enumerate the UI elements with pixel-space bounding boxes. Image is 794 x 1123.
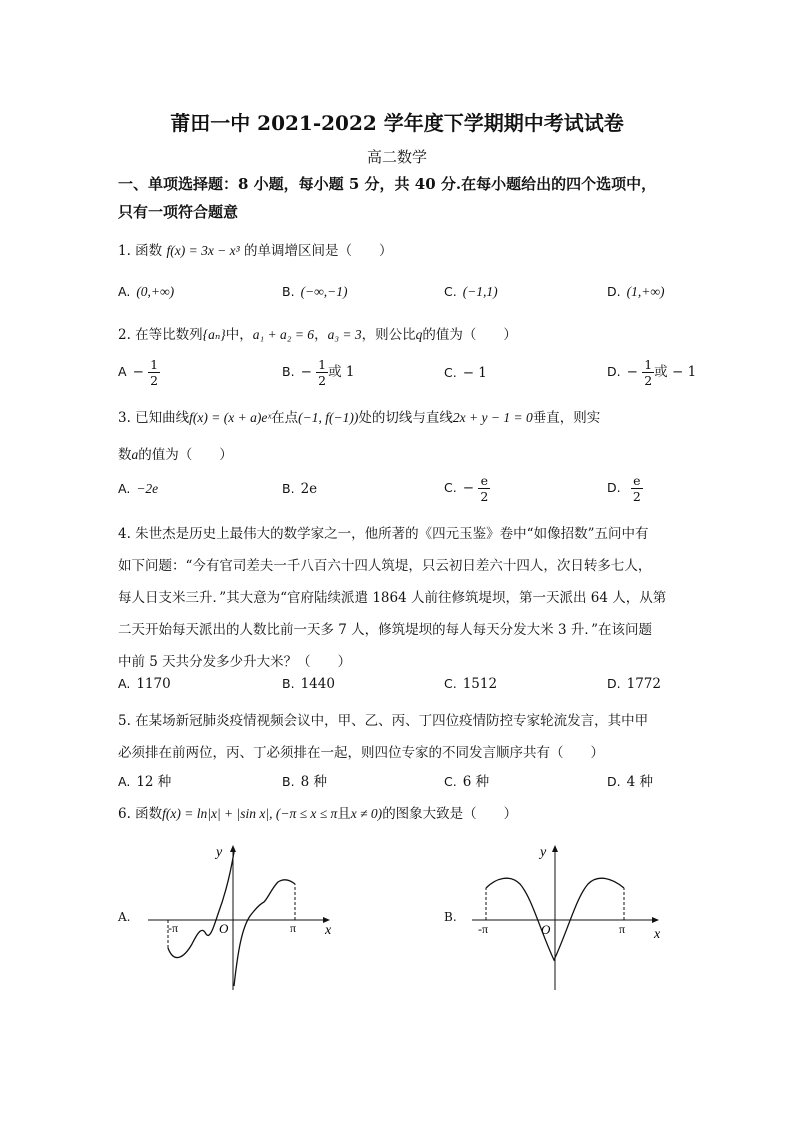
- q4-option-a[interactable]: A. 1170: [118, 676, 171, 692]
- graph-b-y-label: y: [540, 845, 547, 860]
- q6-graph-a[interactable]: [138, 840, 338, 995]
- section-heading: [118, 170, 678, 226]
- q1-pre: 1. 函数: [118, 243, 163, 259]
- page-subtitle: 高二数学: [366, 148, 427, 166]
- q2-b-fraction: $\frac{1}{2}$: [318, 357, 327, 388]
- graph-b-neg-pi: -π: [478, 922, 489, 936]
- q2-option-d[interactable]: D. − $\frac{1}{2}$ 或 − 1: [607, 357, 697, 388]
- q3-option-b[interactable]: B. 2e: [282, 481, 318, 497]
- q4-line-3: 每人日支米三升．”其大意为“官府陆续派遣 1864 人前往修筑堤坝，第一天派出 64 人，从第: [118, 590, 667, 606]
- q2-options: [118, 357, 698, 397]
- q5-line-1: 5. 在某场新冠肺炎疫情视频会议中，甲、乙、丙、丁四位疫情防控专家轮流发言，其中甲: [118, 713, 649, 729]
- graph-a-pos-pi: π: [290, 921, 297, 935]
- q4-line-5: 中前 5 天共分发多少升大米？（ ）: [118, 654, 352, 670]
- graph-b-x-label: x: [654, 927, 661, 942]
- q1-option-a[interactable]: A. (0,+∞): [118, 284, 175, 299]
- q4-line-1: 4. 朱世杰是历史上最伟大的数学家之一，他所著的《四元玉鉴》卷中“如像招数”五问中有: [118, 526, 649, 542]
- q6-graph-a-letter: A.: [118, 910, 131, 924]
- graph-a-origin: O: [219, 921, 229, 936]
- q3-c-fraction: $\frac{e}{2}$: [480, 473, 489, 504]
- q2-option-c[interactable]: C. − 1: [444, 365, 487, 381]
- graph-a-x-label: x: [325, 923, 332, 938]
- q1-formula: f(x) = 3x − x³: [166, 243, 240, 258]
- q5-option-d[interactable]: D. 4 种: [607, 774, 653, 790]
- question-3-line2: 数a的值为（ ）: [118, 447, 233, 463]
- graph-b-x-arrow: [652, 917, 659, 923]
- graph-b-pos-pi: π: [619, 922, 626, 936]
- q3-d-fraction: $\frac{e}{2}$: [632, 473, 641, 504]
- q1-post: 的单调增区间是（ ）: [244, 243, 393, 259]
- graph-a-curve-left: [168, 852, 234, 958]
- question-5: [118, 705, 698, 769]
- q5-option-b[interactable]: B. 8 种: [282, 774, 327, 790]
- q2-a-fraction: $\frac{1}{2}$: [150, 357, 159, 388]
- q4-option-b[interactable]: B. 1440: [282, 676, 335, 692]
- q2-option-b[interactable]: B. − $\frac{1}{2}$ 或 1: [282, 357, 355, 388]
- graph-b-y-arrow: [552, 845, 558, 852]
- question-4: [118, 518, 698, 678]
- q4-option-c[interactable]: C. 1512: [444, 676, 498, 692]
- graph-b-origin: O: [541, 922, 551, 937]
- q4-option-d[interactable]: D. 1772: [607, 676, 661, 692]
- q5-line-2: 必须排在前两位，丙、丁必须排在一起，则四位专家的不同发言顺序共有（ ）: [118, 745, 604, 761]
- q1-option-d[interactable]: D. (1,+∞): [607, 284, 665, 299]
- q3-options: [118, 473, 698, 513]
- section-heading-line2: 只有一项符合题意: [118, 203, 239, 221]
- question-3: 3. 已知曲线f(x) = (x + a)eˣ在点(−1, f(−1))处的切线与直线2x + y − 1 = 0垂直，则实: [118, 410, 601, 426]
- q6-graph-b-letter: B.: [444, 910, 457, 924]
- q4-options: [118, 676, 698, 702]
- q3-option-d[interactable]: D. $\frac{e}{2}$: [607, 473, 641, 504]
- q3-option-a[interactable]: A. −2e: [118, 481, 159, 496]
- q5-options: [118, 770, 698, 796]
- q1-options: [118, 284, 698, 310]
- graph-a-y-label: y: [216, 845, 223, 860]
- q3-option-c[interactable]: C. − $\frac{e}{2}$: [444, 473, 489, 504]
- q5-option-a[interactable]: A. 12 种: [118, 774, 172, 790]
- graph-a-y-arrow: [230, 845, 236, 852]
- q5-option-c[interactable]: C. 6 种: [444, 774, 490, 790]
- page-title: 莆田一中 2021-2022 学年度下学期期中考试试卷: [170, 111, 624, 135]
- q6-graph-b[interactable]: [462, 840, 672, 995]
- q4-line-2: 如下问题：“今有官司差夫一千八百六十四人筑堤，只云初日差六十四人，次日转多七人，: [118, 558, 652, 574]
- q1-option-c[interactable]: C. (−1,1): [444, 284, 498, 299]
- section-heading-line1: 一、单项选择题：8 小题，每小题 5 分，共 40 分.在每小题给出的四个选项中，: [118, 175, 657, 193]
- graph-a-curve-right: [234, 880, 295, 986]
- question-1: [118, 241, 678, 261]
- graph-a-neg-pi: -π: [168, 921, 179, 935]
- q4-line-4: 二天开始每天派出的人数比前一天多 7 人，修筑堤坝的每人每天分发大米 3 升．”在该问题: [118, 622, 652, 638]
- question-6: 6. 函数f(x) = ln|x| + |sin x|, (−π ≤ x ≤ π且x ≠ 0)的图象大致是（ ）: [118, 806, 518, 822]
- q1-option-b[interactable]: B. (−∞,−1): [282, 284, 348, 299]
- question-2: 2. 在等比数列{aₙ}中，a₁ + a₂ = 6，a₃ = 3，则公比q的值为（ ）: [118, 327, 517, 343]
- q2-option-a[interactable]: A − $\frac{1}{2}$: [118, 357, 159, 388]
- q2-d-fraction: $\frac{1}{2}$: [644, 357, 653, 388]
